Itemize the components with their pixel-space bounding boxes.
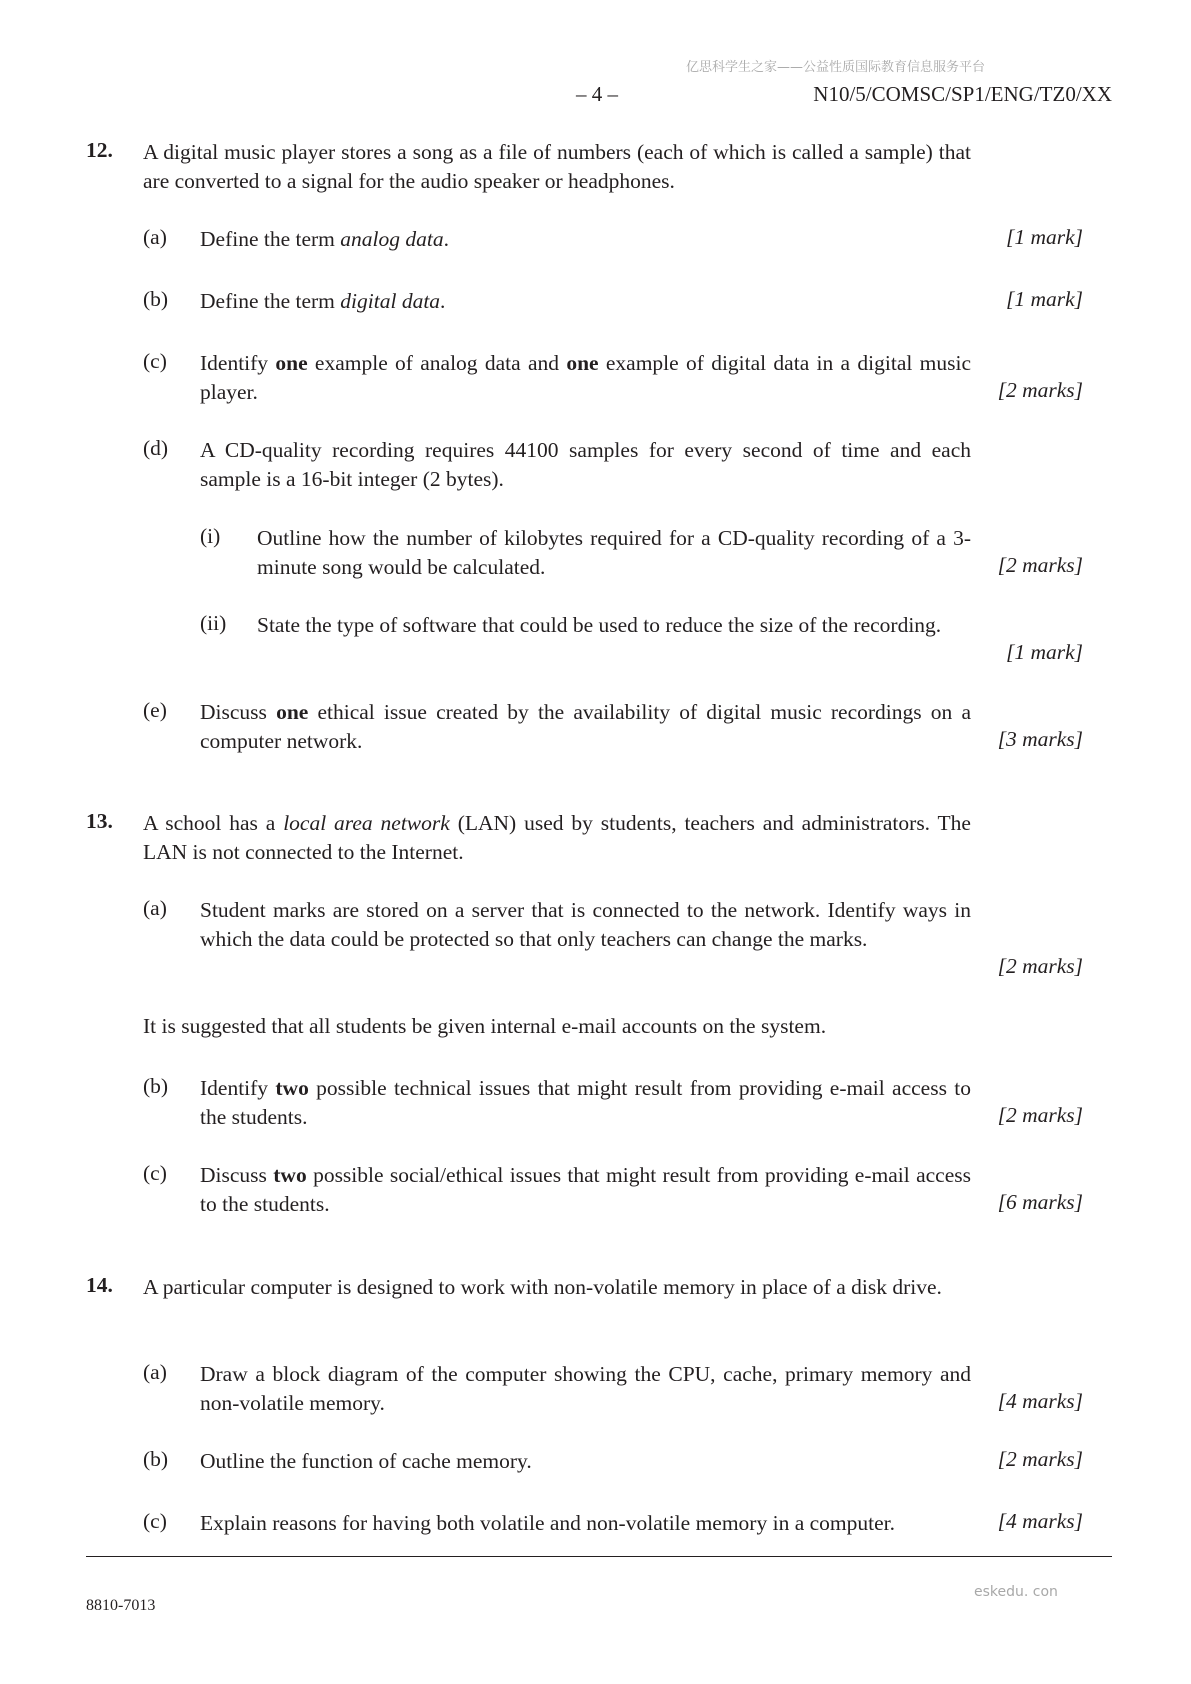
text-fragment: ethical issue created by the availability of digital music recordings on a computer network. [200,700,972,753]
part-label-12d: (d) [143,436,169,460]
marks-12c: [2 marks] [997,378,1083,402]
emphasis-one: one [566,351,599,375]
part-text-12e [200,698,971,756]
part-label-14b: (b) [143,1447,169,1471]
marks-12b: [1 mark] [1005,287,1083,311]
part-label-12e: (e) [143,698,167,722]
text-fragment: A school has a [143,811,284,835]
text-fragment: Identify [200,1076,276,1100]
subpart-text-12d-ii: State the type of software that could be used to reduce the size of the recording. [257,613,942,637]
marks-14a: [4 marks] [997,1389,1083,1413]
part-text-13c [200,1161,971,1219]
emphasis-one: one [275,351,308,375]
footer-rule [86,1556,1112,1557]
question-13-note: It is suggested that all students be given internal e-mail accounts on the system. [143,1014,827,1038]
question-number-13: 13. [86,809,113,833]
part-text-12d: A CD-quality recording requires 44100 samples for every second of time and each sample is a 16-bit integer (2 bytes). [200,438,971,491]
text-fragment: possible technical issues that might result from providing e-mail access to the students. [200,1076,971,1129]
subpart-text-12d-i: Outline how the number of kilobytes required for a CD-quality recording of a 3-minute song would be calculated. [257,526,971,579]
part-text-12b [200,287,971,316]
marks-12d-i: [2 marks] [997,553,1083,577]
text-fragment: Discuss [200,1163,274,1187]
question-number-12: 12. [86,138,113,162]
emphasis-two: two [273,1163,307,1187]
text-fragment: . [443,227,449,251]
marks-12d-ii: [1 mark] [1005,640,1083,664]
watermark-bottom: eskedu. con [974,1584,1058,1600]
part-label-14c: (c) [143,1509,167,1533]
term-digital-data: digital data [340,289,441,313]
text-fragment: Discuss [200,700,277,724]
marks-12a: [1 mark] [1005,225,1083,249]
watermark-top: 亿思科学生之家——公益性质国际教育信息服务平台 [686,60,986,75]
question-13-stem [143,809,971,867]
marks-14c: [4 marks] [997,1509,1083,1533]
text-fragment: Define the term [200,227,341,251]
part-text-12a [200,225,971,254]
text-fragment: example of analog data and [307,351,567,375]
part-text-14c: Explain reasons for having both volatile and non-volatile memory in a computer. [200,1511,895,1535]
part-label-12b: (b) [143,287,169,311]
marks-14b: [2 marks] [997,1447,1083,1471]
text-fragment: Identify [200,351,276,375]
question-number-14: 14. [86,1273,113,1297]
subpart-label-12d-ii: (ii) [200,611,227,635]
footer-code: 8810-7013 [86,1597,156,1614]
part-text-13b [200,1074,971,1132]
part-text-12c [200,349,971,407]
term-analog-data: analog data [340,227,444,251]
emphasis-one: one [276,700,309,724]
question-14-stem: A particular computer is designed to work with non-volatile memory in place of a disk drive. [143,1275,942,1299]
page-number: – 4 – [576,82,618,106]
emphasis-two: two [275,1076,309,1100]
subpart-label-12d-i: (i) [200,524,221,548]
part-text-14b: Outline the function of cache memory. [200,1449,532,1473]
text-fragment: Define the term [200,289,341,313]
marks-13b: [2 marks] [997,1103,1083,1127]
text-fragment: example of digital data in a digital music player. [200,351,971,404]
paper-code: N10/5/COMSC/SP1/ENG/TZ0/XX [813,82,1112,106]
text-fragment: . [440,289,446,313]
question-12-stem: A digital music player stores a song as a file of numbers (each of which is called a sample) that are converted to a signal for the audio speaker or headphones. [143,140,971,193]
marks-13c: [6 marks] [997,1190,1083,1214]
part-label-13c: (c) [143,1161,167,1185]
marks-13a: [2 marks] [997,954,1083,978]
term-local-area-network: local area network [283,811,450,835]
part-label-13a: (a) [143,896,167,920]
part-label-13b: (b) [143,1074,169,1098]
part-text-13a: Student marks are stored on a server that is connected to the network. Identify ways in which the data could be protected so that only teachers can change the marks. [200,898,971,951]
part-label-12a: (a) [143,225,167,249]
marks-12e: [3 marks] [997,727,1083,751]
part-label-12c: (c) [143,349,167,373]
text-fragment: (LAN) used by students, teachers and administrators. The LAN is not connected to the Internet. [143,811,971,864]
part-label-14a: (a) [143,1360,167,1384]
text-fragment: possible social/ethical issues that might result from providing e-mail access to the students. [200,1163,971,1216]
part-text-14a: Draw a block diagram of the computer showing the CPU, cache, primary memory and non-volatile memory. [200,1362,971,1415]
